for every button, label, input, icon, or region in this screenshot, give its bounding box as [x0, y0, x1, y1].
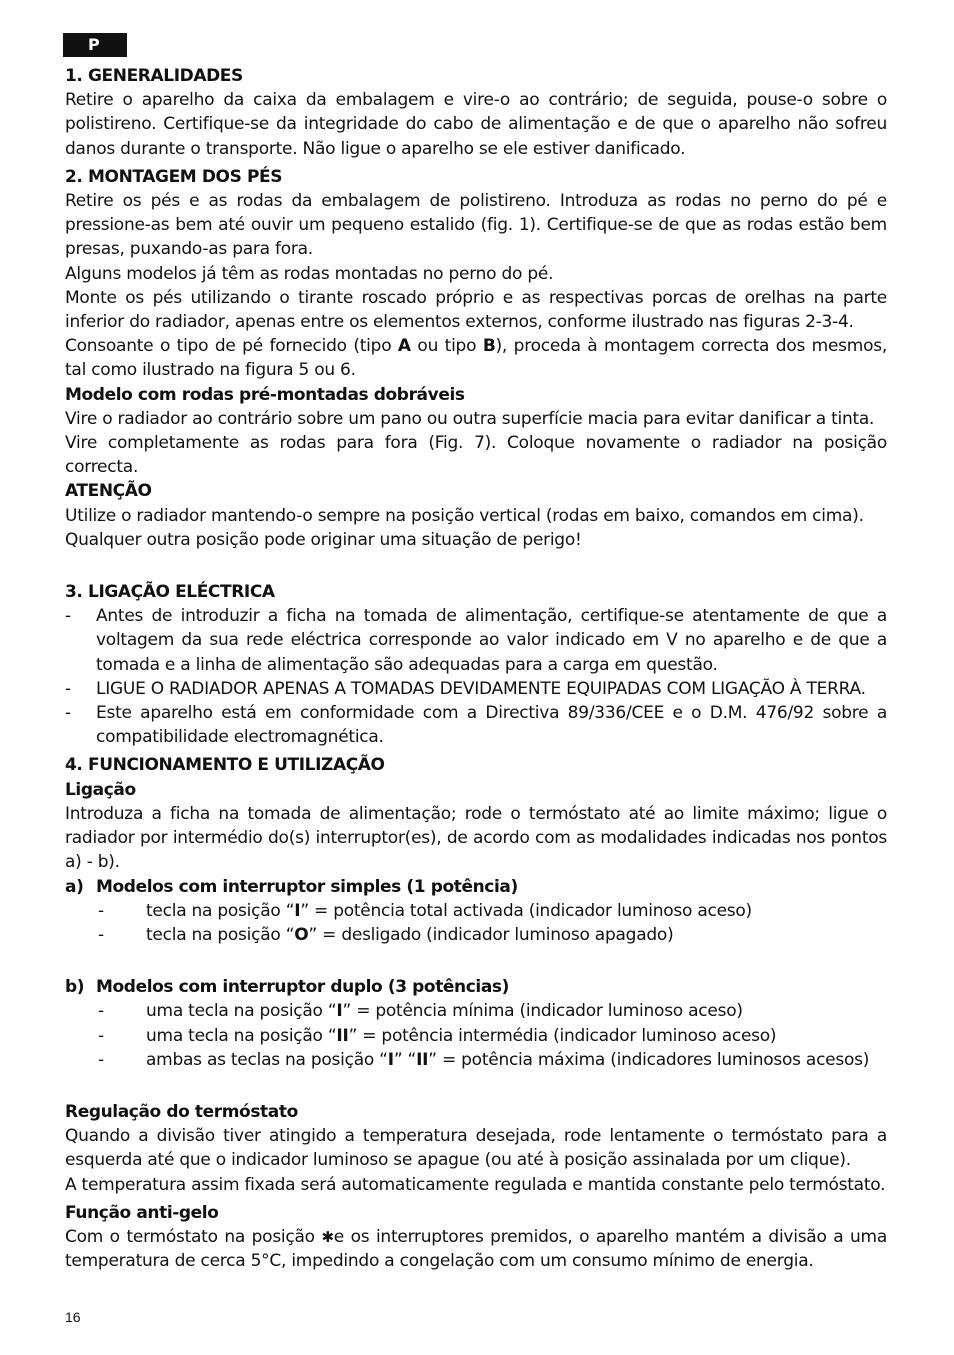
spacer: [65, 1072, 887, 1100]
list-item: - Antes de introduzir a ficha na tomada de alimentação, certifique-se atentamente de que a voltagem da sua rede eléctrica corresponde ao valor indicado em V no aparelho e de que a tomada e a linha de alimentação são adequadas para a carga em questão.: [65, 604, 887, 677]
section-generalidades: [65, 64, 887, 161]
manual-page-content: [65, 64, 887, 1273]
section-title: 1. GENERALIDADES: [65, 66, 243, 86]
subsection-title: Regulação do termóstato: [65, 1101, 298, 1122]
text: ou tipo: [410, 336, 483, 357]
option-label: a): [65, 876, 84, 897]
foot-type-a: A: [397, 336, 411, 357]
text: ” = potência mínima (indicador luminoso aceso): [342, 1001, 743, 1022]
list-item: [65, 923, 887, 947]
text: tecla na posição “: [146, 924, 295, 945]
snowflake-icon: ✱: [321, 1227, 334, 1246]
dash-marker: -: [98, 1001, 104, 1022]
key-label: II: [416, 1049, 429, 1070]
list-item: - Este aparelho está em conformidade com a Directiva 89/336/CEE e o D.M. 476/92 sobre a compatibilidade electromagnética.: [65, 701, 887, 749]
text: Consoante o tipo de pé fornecido (tipo: [65, 336, 398, 357]
key-label: II: [336, 1025, 349, 1046]
warning-title: ATENÇÃO: [65, 481, 152, 502]
text: ambas as teclas na posição “: [146, 1049, 388, 1070]
language-tab: P: [63, 33, 127, 57]
paragraph: Retire o aparelho da caixa da embalagem e vire-o ao contrário; de seguida, pouse-o sobre o polistireno. Certifique-se da integridade do cabo de alimentação e de que o aparelho não sofreu danos durante o transporte. Não ligue o aparelho se ele estiver danificado.: [65, 90, 887, 159]
key-label: I: [387, 1049, 394, 1070]
key-label: I: [336, 1001, 343, 1022]
text: Com o termóstato na posição: [65, 1226, 322, 1247]
list-item: - LIGUE O RADIADOR APENAS A TOMADAS DEVIDAMENTE EQUIPADAS COM LIGAÇÃO À TERRA.: [65, 677, 887, 701]
text: ” = potência máxima (indicadores luminosos acesos): [428, 1049, 870, 1070]
section-title: 2. MONTAGEM DOS PÉS: [65, 166, 283, 187]
text: ), proceda à montagem correcta dos mesmos, tal como ilustrado na figura 5 ou 6.: [65, 336, 887, 381]
dash-marker: -: [98, 1025, 104, 1046]
option-text: [146, 1024, 776, 1048]
list-item: [65, 899, 887, 923]
key-label: I: [294, 900, 301, 921]
subsection-title: Modelo com rodas pré-montadas dobráveis: [65, 384, 465, 405]
bullet-list: [65, 604, 887, 749]
option-heading-a: [65, 875, 887, 899]
subsection-title: Função anti-gelo: [65, 1202, 219, 1223]
option-title: Modelos com interruptor duplo (3 potências): [96, 977, 510, 998]
spacer: [65, 552, 887, 580]
section-title: 3. LIGAÇÃO ELÉCTRICA: [65, 582, 275, 603]
dash-marker: -: [98, 924, 104, 945]
list-item: [65, 1048, 887, 1072]
option-label: b): [65, 977, 85, 998]
paragraph: Vire o radiador ao contrário sobre um pano ou outra superfície macia para evitar danificar a tinta.: [65, 408, 875, 429]
text: e os interruptores premidos, o aparelho mantém a divisão a uma temperatura de cerca 5°C, impedindo a congelação com um consumo mínimo de energia.: [65, 1226, 888, 1272]
page-number: 16: [65, 1309, 81, 1325]
option-text: [146, 1048, 869, 1072]
key-label: O: [294, 924, 309, 945]
text: ” = desligado (indicador luminoso apagado): [308, 924, 674, 945]
text: ” = potência total activada (indicador luminoso aceso): [300, 900, 752, 921]
section-title: 4. FUNCIONAMENTO E UTILIZAÇÃO: [65, 755, 385, 776]
dash-marker: -: [98, 900, 104, 921]
dash-marker: -: [98, 1049, 104, 1070]
list-item: [65, 999, 887, 1023]
text: uma tecla na posição “: [146, 1025, 337, 1046]
option-heading-b: [65, 975, 887, 999]
paragraph: Vire completamente as rodas para fora (Fig. 7). Coloque novamente o radiador na posição correcta.: [65, 433, 887, 478]
text: ” “: [393, 1049, 417, 1070]
subsection-title: Ligação: [65, 779, 136, 800]
option-title: Modelos com interruptor simples (1 potência): [96, 876, 518, 897]
text: ” = potência intermédia (indicador luminoso aceso): [348, 1025, 777, 1046]
paragraph: [65, 1225, 887, 1273]
spacer: [65, 947, 887, 975]
option-text: [146, 923, 673, 947]
option-text: [146, 999, 743, 1023]
paragraph: Utilize o radiador mantendo-o sempre na posição vertical (rodas em baixo, comandos em cima).: [65, 505, 864, 526]
text: tecla na posição “: [146, 900, 295, 921]
paragraph: A temperatura assim fixada será automaticamente regulada e mantida constante pelo termóstato.: [65, 1174, 886, 1195]
option-text: [146, 899, 752, 923]
list-item: [65, 1024, 887, 1048]
section-thermostat: [65, 1100, 887, 1273]
foot-type-b: B: [482, 336, 496, 357]
paragraph: Monte os pés utilizando o tirante roscado próprio e as respectivas porcas de orelhas na parte inferior do radiador, apenas entre os elementos externos, conforme ilustrado nas figuras 2-3-4.: [65, 287, 887, 333]
paragraph: Retire os pés e as rodas da embalagem de polistireno. Introduza as rodas no perno do pé e pressione-as bem até ouvir um pequeno estalido (fig. 1). Certifique-se de que as rodas estão bem presas, puxando-as para fora.: [65, 191, 887, 260]
paragraph: Introduza a ficha na tomada de alimentação; rode o termóstato até ao limite máximo; ligue o radiador por intermédio do(s) interruptor(es), de acordo com as modalidades indicadas nos pontos a) - b).: [65, 803, 887, 873]
paragraph: Alguns modelos já têm as rodas montadas no perno do pé.: [65, 263, 554, 284]
paragraph: [65, 334, 887, 382]
paragraph: Quando a divisão tiver atingido a temperatura desejada, rode lentamente o termóstato para a esquerda até que o indicador luminoso se apague (ou até à posição assinalada por um clique).: [65, 1126, 887, 1171]
paragraph: Qualquer outra posição pode originar uma situação de perigo!: [65, 529, 582, 550]
text: uma tecla na posição “: [146, 1001, 337, 1022]
